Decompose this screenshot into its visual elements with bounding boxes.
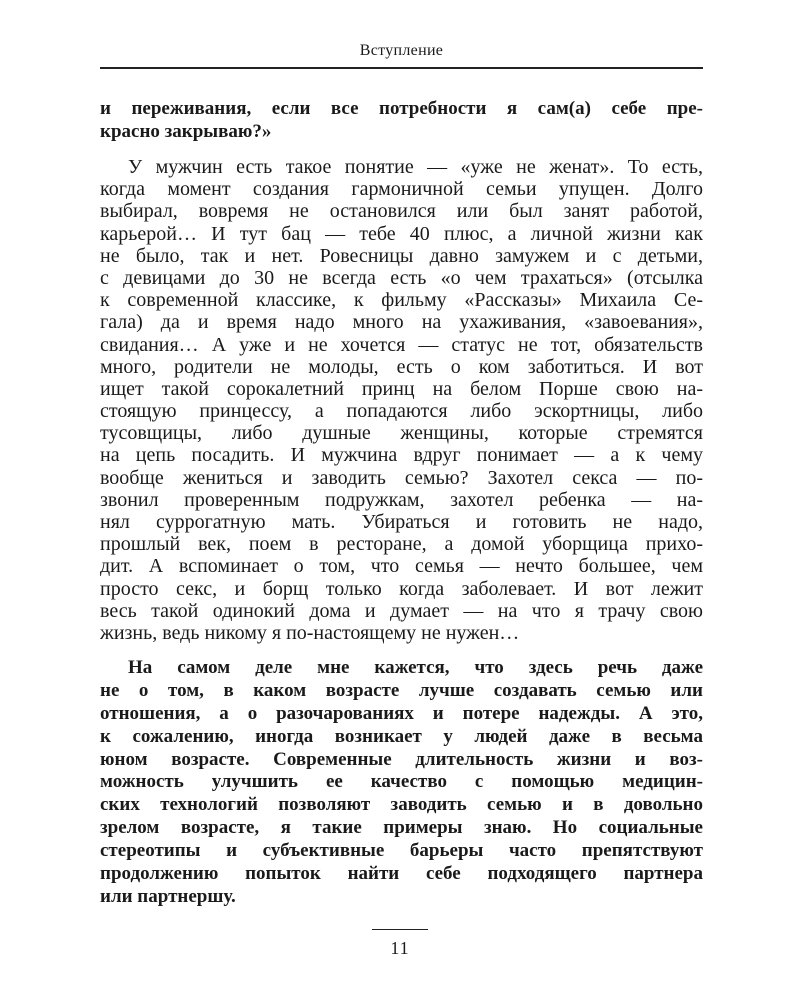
text-line: много, родители не молоды, есть о ком заботиться. И вот [100, 355, 703, 378]
text-line: стоящую принцессу, а попадаются либо эскортницы, либо [100, 400, 703, 423]
text-line: вообще жениться и заводить семью? Захотел секса — по- [100, 466, 703, 489]
intro-bold-text [100, 98, 703, 144]
text-line: На самом деле мне кажется, что здесь речь даже [128, 657, 703, 678]
text-line: карьерой… И тут бац — тебе 40 плюс, а личной жизни как [100, 222, 703, 245]
text-line: зрелом возрасте, я такие примеры знаю. Но социальные [100, 817, 703, 839]
text-line: прошлый век, поем в ресторане, а домой уборщица прихо- [100, 533, 703, 556]
text-line: звонил проверенным подружкам, захотел ребенка — на- [100, 488, 703, 511]
text-line: не было, так и нет. Ровесницы давно замужем и с детьми, [100, 244, 703, 267]
text-line: к современной классике, к фильму «Рассказы» Михаила Се- [100, 289, 703, 312]
text-line: к сожалению, иногда возникает у людей даже в весьма [100, 725, 703, 747]
text-line: красно закрываю?» [100, 120, 272, 142]
page-number: 11 [390, 938, 410, 958]
text-line: У мужчин есть такое понятие — «уже не женат». То есть, [128, 156, 703, 178]
text-line: юном возрасте. Современные длительность жизни и воз- [100, 748, 703, 770]
text-line: отношения, а о разочарованиях и потере надежды. А это, [100, 702, 703, 724]
text-line: нял суррогатную мать. Убираться и готовить не надо, [100, 511, 703, 533]
text-line: и переживания, если все потребности я сам(а) себе пре- [100, 98, 703, 119]
text-line: когда момент создания гармоничной семьи упущен. Долго [100, 178, 703, 201]
text-line: не о том, в каком возрасте лучше создавать семью или [100, 679, 703, 701]
text-line: на цепь посадить. И мужчина вдруг понимает — а к чему [100, 444, 703, 467]
paragraph-1 [100, 156, 703, 644]
text-line: дит. А вспоминает о том, что семья — нечто большее, чем [100, 555, 703, 578]
text-line: свидания… А уже и не хочется — статус не тот, обязательств [100, 333, 703, 356]
header-rule [100, 67, 703, 69]
text-line: с девицами до 30 не всегда есть «о чем трахаться» (отсылка [100, 266, 703, 289]
running-header: Вступление [359, 42, 444, 59]
text-line: тусовщицы, либо душные женщины, которые стремятся [100, 422, 703, 445]
text-line: жизнь, ведь никому я по-настоящему не нужен… [100, 621, 520, 644]
text-line: выбирал, вовремя не остановился или был занят работой, [100, 200, 703, 223]
text-line: ищет такой сорокалетний принц на белом Порше свою на- [100, 377, 703, 400]
text-line: или партнершу. [100, 885, 236, 907]
page-number-rule [372, 929, 428, 930]
text-line: стереотипы и субъективные барьеры часто препятствуют [100, 840, 703, 862]
text-line: просто секс, и борщ только когда заболевает. И вот лежит [100, 577, 703, 600]
text-line: весь такой одинокий дома и думает — на что я трачу свою [100, 599, 703, 622]
text-line: можность улучшить ее качество с помощью медицин- [100, 771, 703, 793]
text-line: гала) да и время надо много на ухаживания, «завоевания», [100, 311, 703, 334]
text-line: ских технологий позволяют заводить семью и в довольно [100, 794, 703, 816]
paragraph-2-bold [100, 657, 703, 909]
text-line: продолжению попыток найти себе подходящего партнера [100, 863, 703, 885]
